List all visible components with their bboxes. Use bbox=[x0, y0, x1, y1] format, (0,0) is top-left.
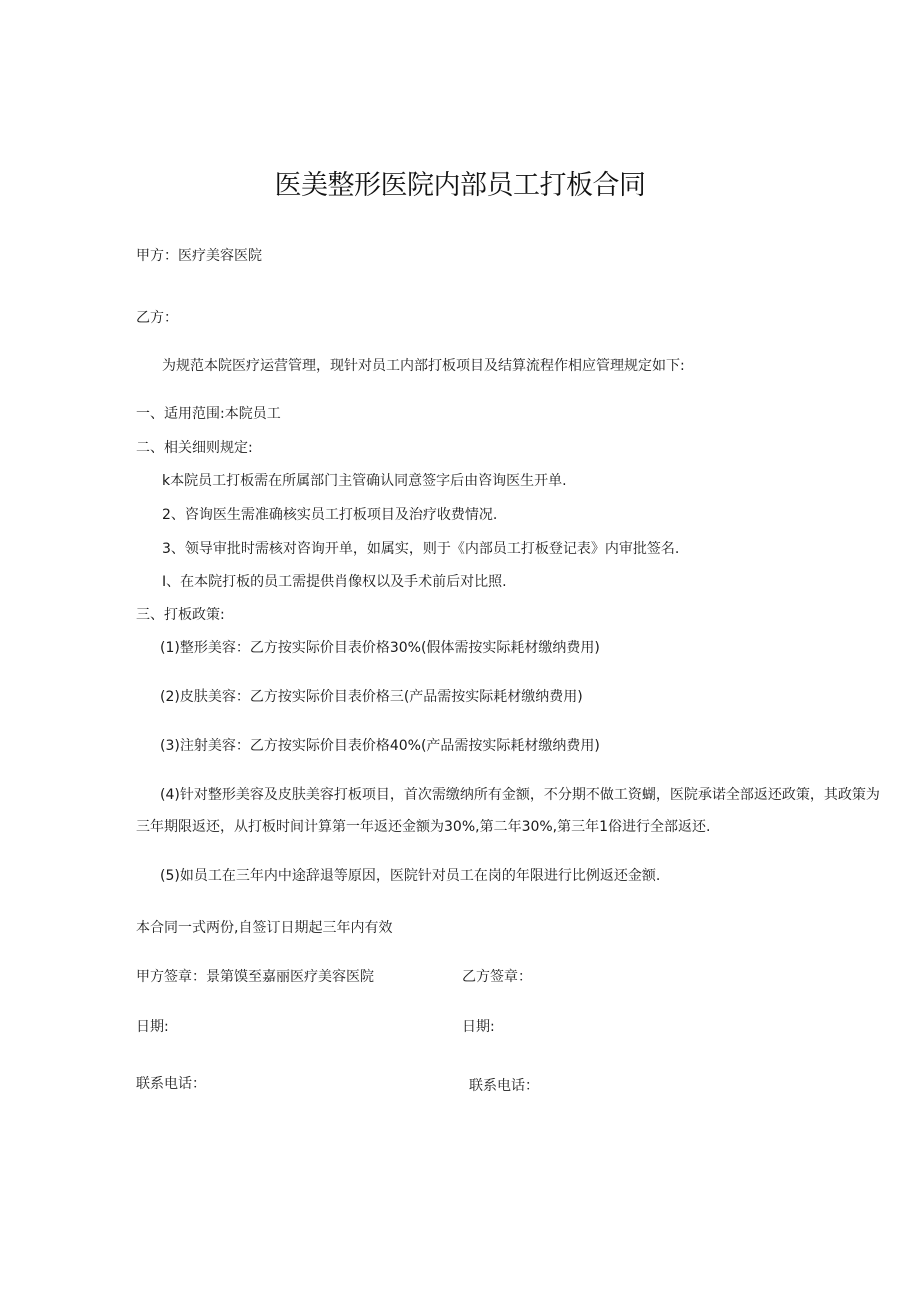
section-policy-heading: 三、打板政策: bbox=[136, 607, 225, 623]
party-b-date: 日期: bbox=[462, 1019, 495, 1035]
policy-item: (1)整形美容：乙方按实际价目表价格30%(假体需按实际耗材缴纳费用) bbox=[160, 640, 600, 656]
intro-paragraph: 为规范本院医疗运营管理，现针对员工内部打板项目及结算流程作相应管理规定如下: bbox=[162, 358, 685, 374]
document-title: 医美整形医院内部员工打板合同 bbox=[274, 170, 646, 201]
policy-item: (5)如员工在三年内中途辞退等原因，医院针对员工在岗的年限进行比例返还金额. bbox=[160, 868, 661, 884]
rule-item: 3、领导审批时需核对咨询开单，如属实，则于《内部员工打板登记表》内审批签名. bbox=[162, 541, 680, 557]
validity-statement: 本合同一式两份,自签订日期起三年内有效 bbox=[136, 920, 393, 936]
rule-item: 2、咨询医生需准确核实员工打板项目及治疗收费情况. bbox=[162, 507, 498, 523]
party-b-phone: 联系电话： bbox=[469, 1078, 539, 1094]
party-b-signature: 乙方签章： bbox=[462, 969, 532, 985]
party-b: 乙方： bbox=[136, 310, 178, 326]
party-a-date: 日期: bbox=[136, 1019, 169, 1035]
policy-item: (2)皮肤美容：乙方按实际价目表价格三(产品需按实际耗材缴纳费用) bbox=[160, 689, 583, 705]
party-a-signature: 甲方签章：景第馍至嘉丽医疗美容医院 bbox=[136, 969, 374, 985]
policy-item: (3)注射美容：乙方按实际价目表价格40%(产品需按实际耗材缴纳费用) bbox=[160, 738, 600, 754]
rule-item: k本院员工打板需在所属部门主管确认同意签字后由咨询医生开单. bbox=[162, 473, 567, 489]
policy-item-refund: (4)针对整形美容及皮肤美容打板项目，首次需缴纳所有金额，不分期不做工资蝴，医院承诺全部返还政策，其政策为三年期限返还，从打板时间计算第一年返还金额为30%,第二年30%,第三年1俗进行全部返还. bbox=[136, 787, 880, 835]
party-a-phone: 联系电话： bbox=[136, 1076, 206, 1092]
rule-item: I、在本院打板的员工需提供肖像权以及手术前后对比照. bbox=[162, 574, 507, 590]
section-scope: 一、适用范围:本院员工 bbox=[136, 406, 281, 422]
party-a: 甲方：医疗美容医院 bbox=[136, 248, 262, 264]
section-rules-heading: 二、相关细则规定: bbox=[136, 440, 253, 456]
